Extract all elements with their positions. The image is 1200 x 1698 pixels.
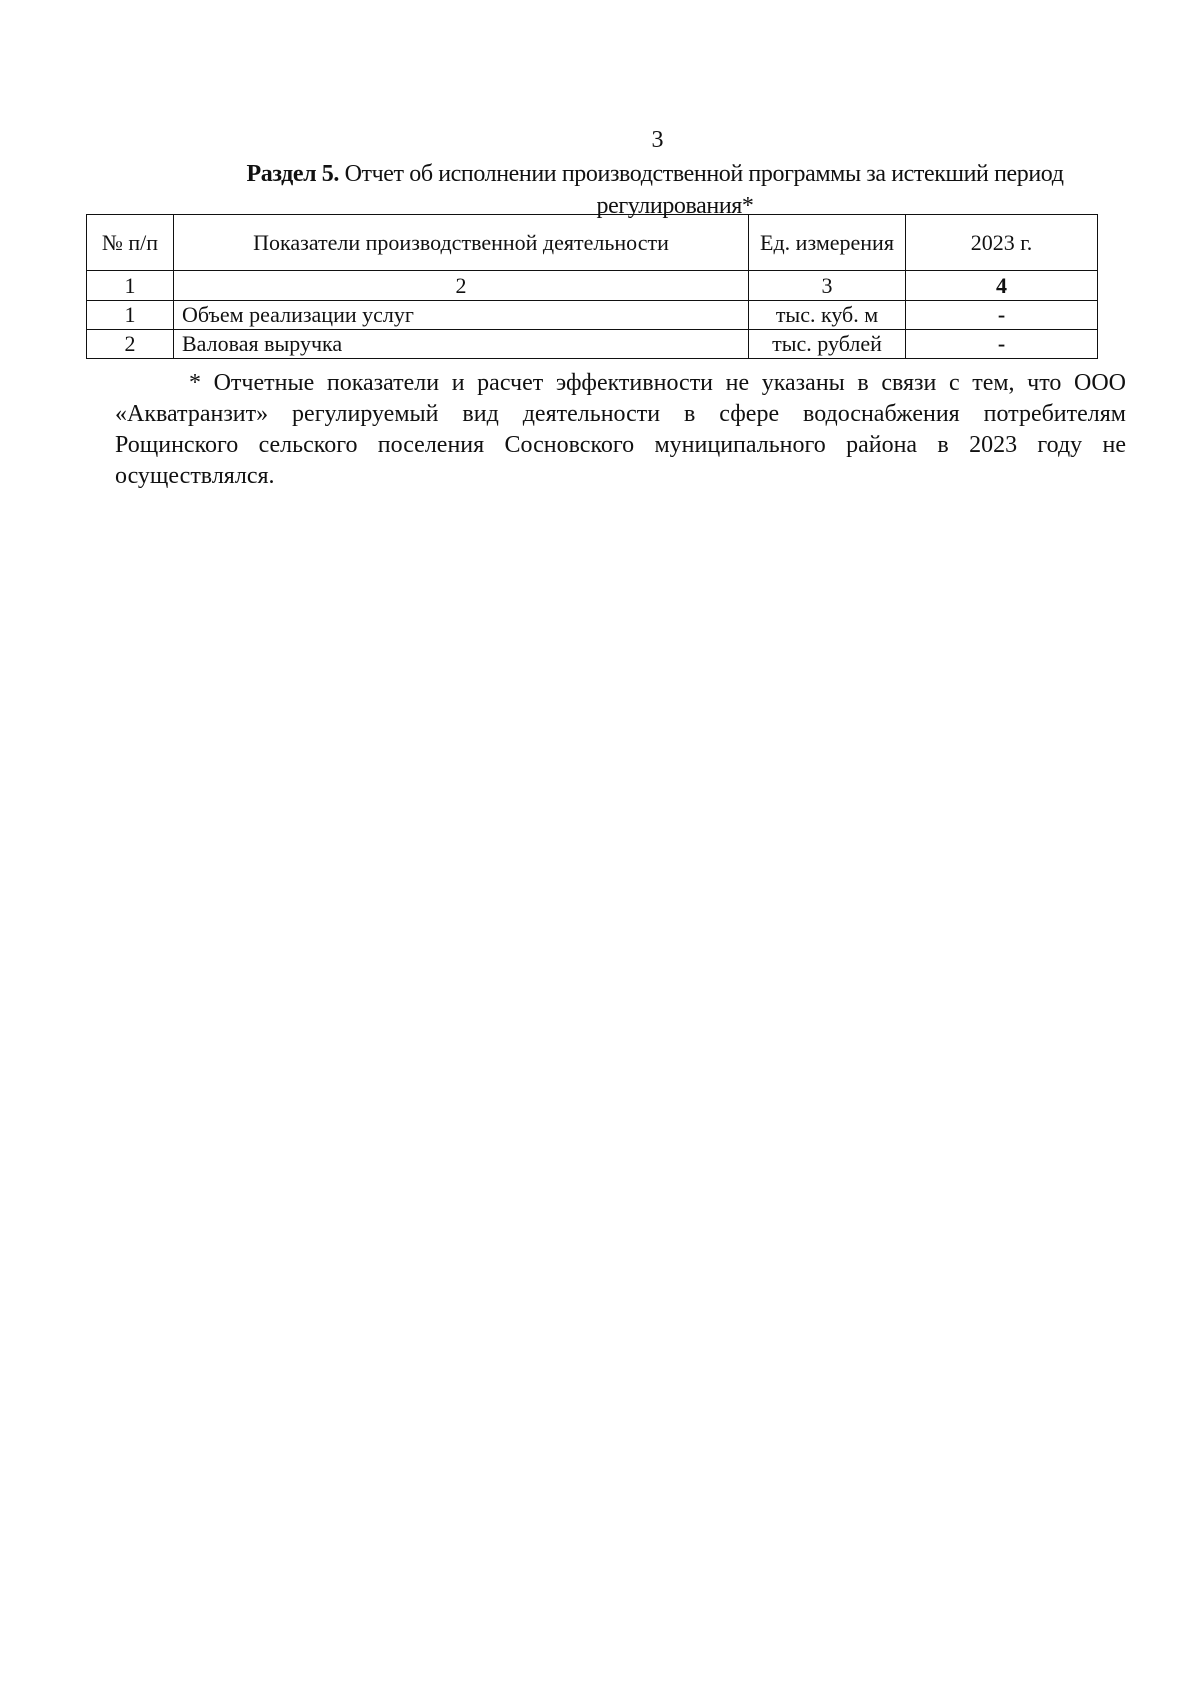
- unit-cell: тыс. рублей: [749, 330, 906, 359]
- indicator-cell: Валовая выручка: [174, 330, 749, 359]
- header-cell-unit: Ед. измерения: [749, 215, 906, 271]
- unit-cell: тыс. куб. м: [749, 301, 906, 330]
- page-number: 3: [651, 127, 664, 153]
- column-number-cell: 2: [174, 271, 749, 301]
- table-row: [87, 301, 1098, 330]
- indicator-cell: Объем реализации услуг: [174, 301, 749, 330]
- row-number-cell: 1: [87, 301, 174, 330]
- section-heading: [100, 158, 1200, 222]
- header-cell-year: 2023 г.: [906, 215, 1098, 271]
- section-label: Раздел 5.: [246, 161, 339, 187]
- footnote: [115, 368, 1126, 492]
- table-header-row: [87, 215, 1098, 271]
- row-number-cell: 2: [87, 330, 174, 359]
- column-number-cell: 4: [906, 271, 1098, 301]
- header-cell-number: № п/п: [87, 215, 174, 271]
- footnote-text: * Отчетные показатели и расчет эффективности не указаны в связи с тем, что ООО «Акватранзит» регулируемый вид деятельности в сфере водоснабжения потребителям Рощинского сельского поселения Сосновского муниципального района в 2023 году не осуществлялся.: [115, 370, 1126, 489]
- section-title-line1: Отчет об исполнении производственной программы за истекший период: [338, 161, 1064, 187]
- header-cell-indicator: Показатели производственной деятельности: [174, 215, 749, 271]
- column-number-cell: 3: [749, 271, 906, 301]
- column-number-cell: 1: [87, 271, 174, 301]
- column-number-row: [87, 271, 1098, 301]
- report-table: [86, 214, 1098, 359]
- value-cell: -: [906, 330, 1098, 359]
- section-title-line2: регулирования*: [596, 193, 754, 219]
- value-cell: -: [906, 301, 1098, 330]
- table-row: [87, 330, 1098, 359]
